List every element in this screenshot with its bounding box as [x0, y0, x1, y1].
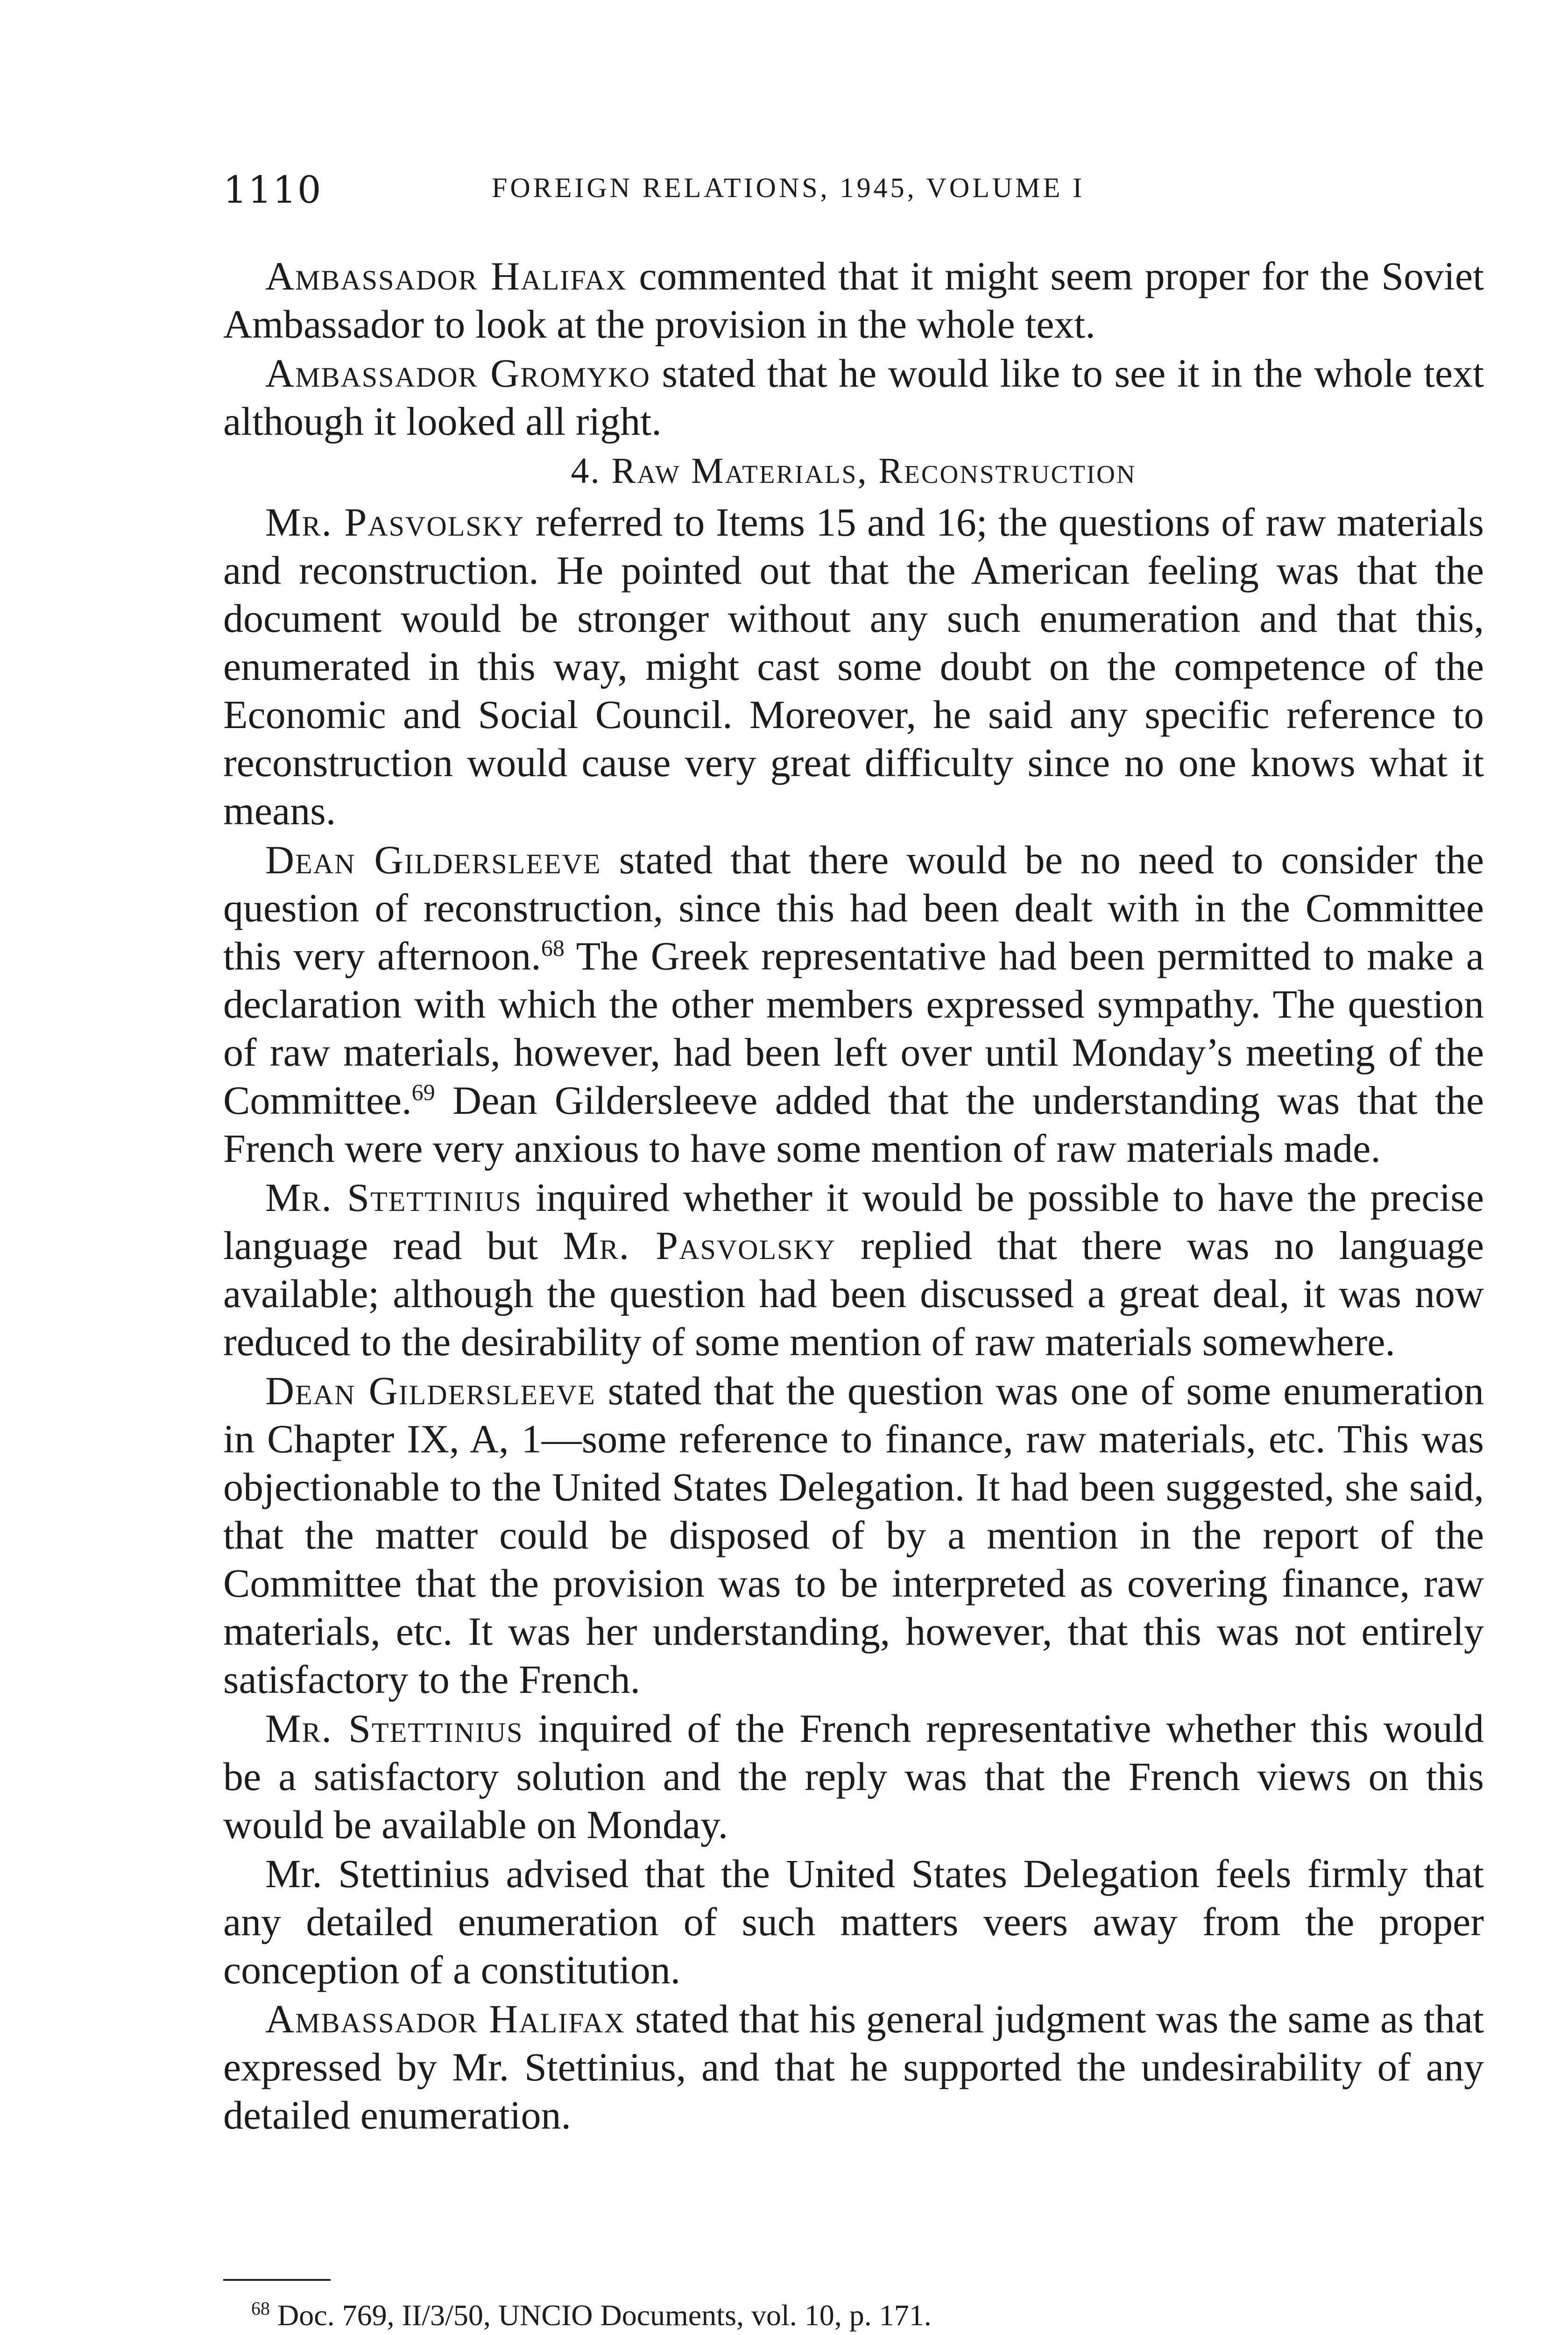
speaker-name: Mr. Pasvolsky [265, 500, 525, 545]
speaker-name: Mr. Stettinius [265, 1706, 523, 1751]
speaker-name: Dean Gildersleeve [265, 837, 601, 882]
page-number: 1110 [223, 168, 322, 212]
paragraph [223, 836, 1484, 1173]
paragraph-text: stated that there would be no need to consider the question of reconstruction, since this had been dealt with in the Committee this very afternoon. [223, 837, 1484, 978]
paragraph-text: The Greek representative had been permitted to make a declaration with which the other members expressed sympathy. The question of raw materials, however, had been left over until Monday’s meeting of the Committee. [223, 934, 1484, 1123]
running-head: FOREIGN RELATIONS, 1945, VOLUME I [492, 172, 1085, 203]
speaker-name: Ambassador Halifax [265, 254, 627, 298]
speaker-name: Ambassador Halifax [265, 1996, 625, 2041]
speaker-name: Mr. Pasvolsky [563, 1223, 836, 1268]
paragraph-text: referred to Items 15 and 16; the questions of raw materials and reconstruction. He pointed out that the American feeling was that the document would be stronger without any such enumeration and that this, enumerated in this way, might cast some doubt on the competence of the Economic and Social Council. Moreover, he said any specific reference to reconstruction would cause very great difficulty since no one knows what it means. [223, 500, 1484, 833]
paragraph-text: Mr. Stettinius advised that the United States Delegation feels firmly that any detailed enumeration of such matters veers away from the proper conception of a constitution. [223, 1851, 1484, 1992]
footnote-divider [223, 2279, 331, 2281]
footnote-ref: 68 [541, 934, 565, 961]
paragraph [223, 1705, 1484, 1849]
section-heading: 4. Raw Materials, Reconstruction [571, 450, 1137, 491]
speaker-name: Ambassador Gromyko [265, 351, 650, 396]
paragraph [223, 1174, 1484, 1366]
paragraph-text: inquired of the French representative whether this would be a satisfactory solution and the reply was that the French views on this would be available on Monday. [223, 1706, 1484, 1847]
paragraph [223, 498, 1484, 835]
paragraph [223, 1367, 1484, 1704]
paragraph-text: inquired whether it would be possible to have the precise language read but [223, 1175, 1484, 1268]
paragraph [223, 1850, 1484, 1994]
body-text [223, 252, 1484, 2139]
footnote-text: Doc. 769, II/3/50, UNCIO Documents, vol. 10, p. 171. [277, 2299, 932, 2332]
footnotes [223, 2295, 1484, 2335]
paragraph-text: Dean Gildersleeve added that the understanding was that the French were very anxious to have some mention of raw materials made. [223, 1078, 1484, 1171]
paragraph-text: commented that it might seem proper for the Soviet Ambassador to look at the provision in the whole text. [223, 254, 1484, 347]
speaker-name: Mr. Stettinius [265, 1175, 522, 1220]
footnote-ref: 69 [411, 1079, 435, 1105]
paragraph-text: stated that his general judgment was the same as that expressed by Mr. Stettinius, and that he supported the undesirability of any detailed enumeration. [223, 1996, 1484, 2137]
paragraph [223, 1995, 1484, 2139]
footnote-number: 68 [251, 2298, 270, 2319]
speaker-name: Dean Gildersleeve [265, 1368, 596, 1413]
paragraph-text: stated that the question was one of some enumeration in Chapter IX, A, 1—some reference to finance, raw materials, etc. This was objectionable to the United States Delegation. It had been suggested, she said, that the matter could be disposed of by a mention in the report of the Committee that the provision was to be interpreted as covering finance, raw materials, etc. It was her understanding, however, that this was not entirely satisfactory to the French. [223, 1368, 1484, 1702]
paragraph-text: replied that there was no language available; although the question had been discussed a great deal, it was now reduced to the desirability of some mention of raw materials somewhere. [223, 1223, 1484, 1364]
paragraph [223, 252, 1484, 348]
page-header [223, 168, 1484, 224]
paragraph [223, 349, 1484, 446]
paragraph-text: stated that he would like to see it in the whole text although it looked all right. [223, 351, 1484, 444]
footnote [223, 2295, 1484, 2335]
